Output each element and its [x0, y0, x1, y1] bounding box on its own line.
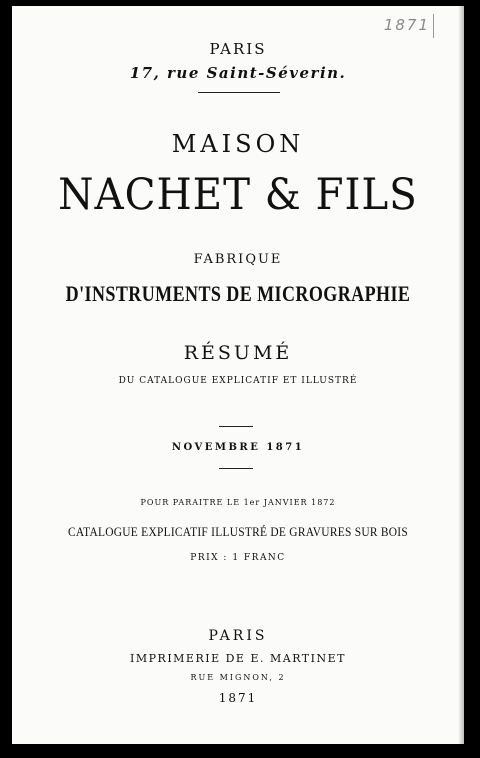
- header-address: 17, rue Saint-Séverin.: [129, 64, 347, 82]
- pencil-mark: [433, 14, 434, 38]
- title-subject: D'INSTRUMENTS DE MICROGRAPHIE: [65, 281, 411, 306]
- header-city: PARIS: [209, 40, 267, 58]
- announcement-price: PRIX : 1 FRANC: [190, 553, 286, 563]
- summary-heading: RÉSUMÉ: [183, 342, 293, 364]
- title-page: [12, 6, 464, 744]
- imprint-street: RUE MIGNON, 2: [190, 673, 286, 682]
- imprint-printer: IMPRIMERIE DE E. MARTINET: [130, 652, 346, 665]
- publication-date: NOVEMBRE 1871: [171, 442, 305, 453]
- title-fabrique: FABRIQUE: [193, 252, 283, 267]
- pencil-annotation: 1871: [383, 16, 430, 34]
- header-divider: [198, 92, 280, 93]
- date-divider-top: [219, 426, 253, 427]
- title-name: NACHET & FILS: [58, 170, 418, 220]
- imprint-year: 1871: [218, 691, 258, 705]
- imprint-city: PARIS: [208, 628, 268, 644]
- date-divider-bottom: [219, 468, 253, 469]
- title-maison: MAISON: [171, 130, 305, 158]
- summary-subtitle: DU CATALOGUE EXPLICATIF ET ILLUSTRÉ: [118, 376, 358, 386]
- announcement-catalogue: CATALOGUE EXPLICATIF ILLUSTRÉ DE GRAVURES SUR BOIS: [67, 524, 409, 539]
- announcement-date: POUR PARAITRE LE 1er JANVIER 1872: [140, 498, 336, 507]
